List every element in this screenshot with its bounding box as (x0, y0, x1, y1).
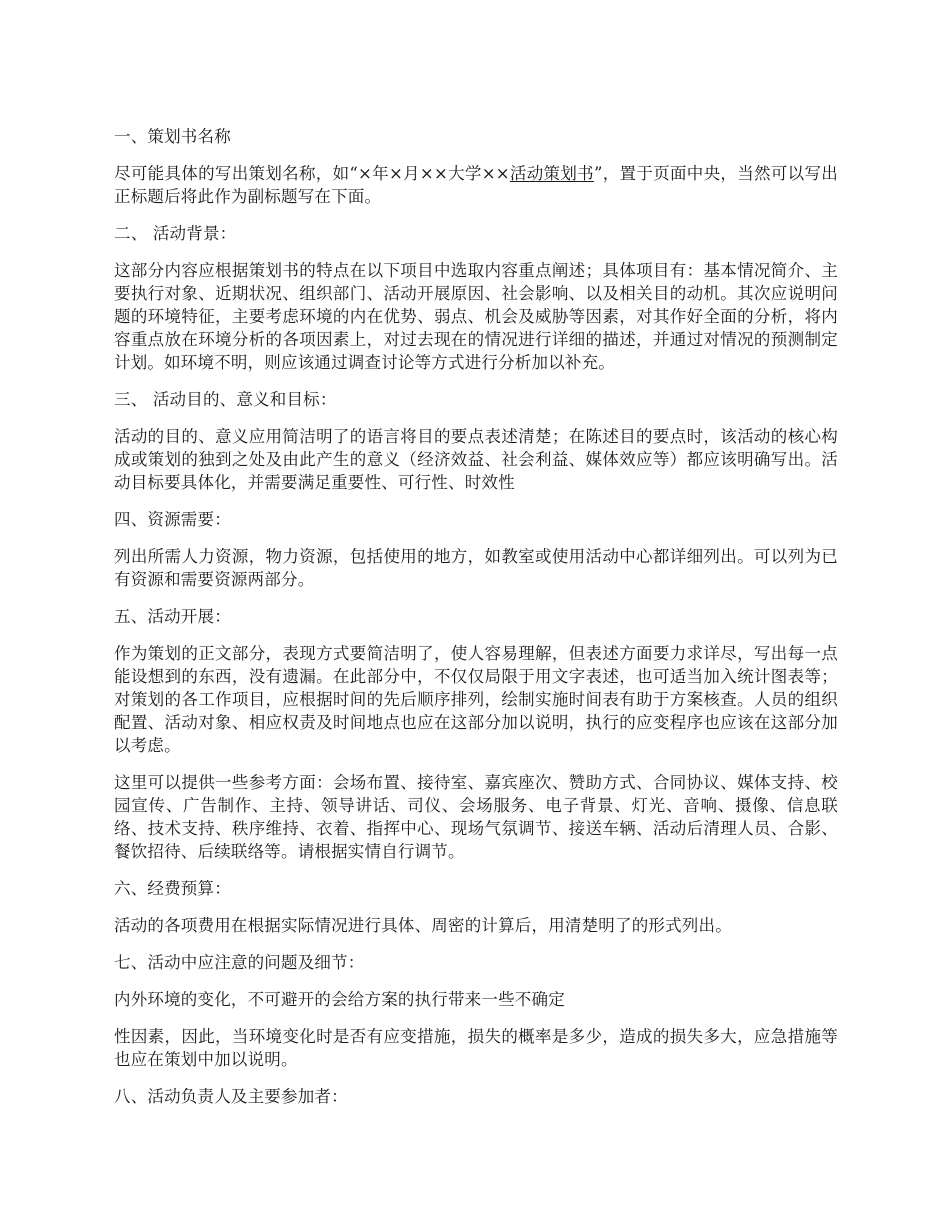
section-paragraph-7-2: 性因素，因此，当环境变化时是否有应变措施，损失的概率是多少，造成的损失多大，应急措施等也应在策划中加以说明。 (114, 1027, 838, 1069)
section-heading-7: 七、活动中应注意的问题及细节： (114, 953, 365, 972)
section-paragraph-1-1 (114, 162, 838, 208)
section-paragraph-3-1: 活动的目的、意义应用简洁明了的语言将目的要点表述清楚；在陈述目的要点时，该活动的核心构成或策划的独到之处及由此产生的意义（经济效益、社会利益、媒体效应等）都应该明确写出。活动目标要具体化，并需要满足重要性、可行性、时效性 (114, 427, 838, 492)
section-paragraph-5-2: 这里可以提供一些参考方面：会场布置、接待室、嘉宾座次、赞助方式、合同协议、媒体支持、校园宣传、广告制作、主持、领导讲话、司仪、会场服务、电子背景、灯光、音响、摄像、信息联络、技术支持、秩序维持、衣着、指挥中心、现场气氛调节、接送车辆、活动后清理人员、合影、餐饮招待、后续联络等。请根据实情自行调节。 (114, 773, 838, 861)
paragraph-text: 尽可能具体的写出策划名称，如“×年×月××大学×× (114, 164, 510, 183)
section-heading-5: 五、活动开展： (114, 607, 231, 626)
section-heading-3: 三、 活动目的、意义和目标： (114, 390, 337, 409)
section-heading-6: 六、经费预算： (114, 879, 231, 898)
paragraph-text: ”，置于页面中央，当然可以写出正标题后将此作为副标题写在下面。 (114, 164, 838, 206)
activity-plan-link[interactable]: 活动策划书 (509, 164, 594, 183)
section-paragraph-4-1: 列出所需人力资源，物力资源，包括使用的地方，如教室或使用活动中心都详细列出。可以列为已有资源和需要资源两部分。 (114, 547, 838, 589)
section-heading-1: 一、策划书名称 (114, 127, 231, 146)
section-paragraph-6-1: 活动的各项费用在根据实际情况进行具体、周密的计算后，用清楚明了的形式列出。 (114, 916, 732, 935)
section-paragraph-5-1: 作为策划的正文部分，表现方式要简洁明了，使人容易理解，但表述方面要力求详尽，写出每一点能设想到的东西，没有遗漏。在此部分中，不仅仅局限于用文字表述，也可适当加入统计图表等；对策划的各工作项目，应根据时间的先后顺序排列，绘制实施时间表有助于方案核查。人员的组织配置、活动对象、相应权责及时间地点也应在这部分加以说明，执行的应变程序也应该在这部分加以考虑。 (114, 644, 838, 755)
section-heading-4: 四、资源需要： (114, 510, 231, 529)
section-heading-8: 八、活动负责人及主要参加者： (114, 1087, 348, 1106)
section-paragraph-7-1: 内外环境的变化，不可避开的会给方案的执行带来一些不确定 (114, 990, 565, 1009)
section-heading-2: 二、 活动背景： (114, 224, 237, 243)
section-paragraph-2-1: 这部分内容应根据策划书的特点在以下项目中选取内容重点阐述；具体项目有：基本情况简介、主要执行对象、近期状况、组织部门、活动开展原因、社会影响、以及相关目的动机。其次应说明问题的环境特征，主要考虑环境的内在优势、弱点、机会及威胁等因素，对其作好全面的分析，将内容重点放在环境分析的各项因素上，对过去现在的情况进行详细的描述，并通过对情况的预测制定计划。如环境不明，则应该通过调查讨论等方式进行分析加以补充。 (114, 261, 838, 372)
